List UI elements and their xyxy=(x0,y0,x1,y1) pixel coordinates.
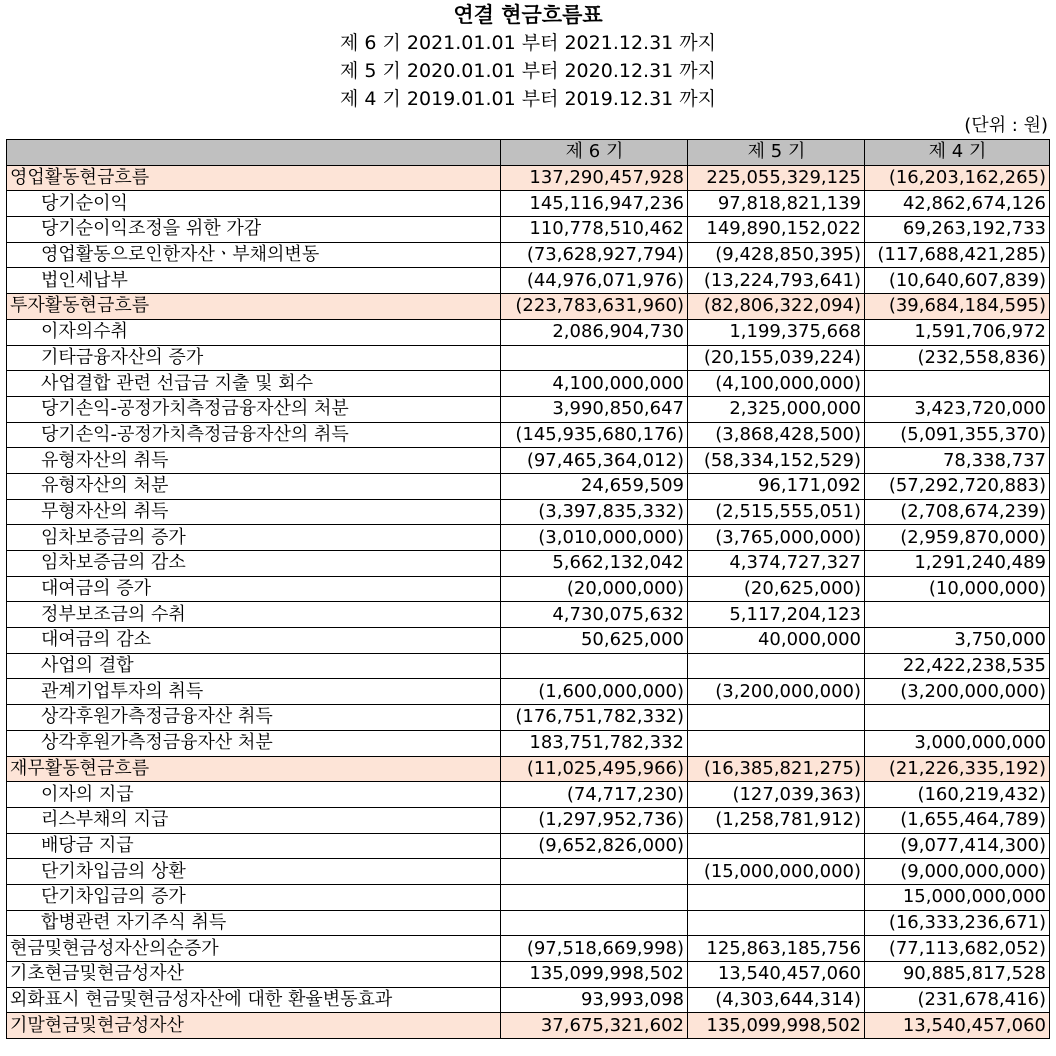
row-value-period-5: 5,117,204,123 xyxy=(688,602,865,628)
table-row xyxy=(7,833,1050,859)
row-value-period-5: (2,515,555,051) xyxy=(688,499,865,525)
row-label: 임차보증금의 감소 xyxy=(7,551,501,577)
row-value-period-5: (1,258,781,912) xyxy=(688,807,865,833)
row-value-period-4: (10,000,000) xyxy=(865,576,1050,602)
row-value-period-4: 78,338,737 xyxy=(865,448,1050,474)
row-value-period-5 xyxy=(688,653,865,679)
row-value-period-5: 2,325,000,000 xyxy=(688,396,865,422)
row-label: 영업활동현금흐름 xyxy=(7,165,501,191)
table-row xyxy=(7,396,1050,422)
row-label: 무형자산의 취득 xyxy=(7,499,501,525)
row-value-period-6: (73,628,927,794) xyxy=(501,242,688,268)
row-value-period-6: (145,935,680,176) xyxy=(501,422,688,448)
row-value-period-6: (20,000,000) xyxy=(501,576,688,602)
table-row xyxy=(7,191,1050,217)
row-value-period-6: 3,990,850,647 xyxy=(501,396,688,422)
row-value-period-4 xyxy=(865,371,1050,397)
table-row xyxy=(7,679,1050,705)
table-row xyxy=(7,525,1050,551)
row-value-period-6: 5,662,132,042 xyxy=(501,551,688,577)
row-value-period-4: 1,291,240,489 xyxy=(865,551,1050,577)
table-row xyxy=(7,242,1050,268)
row-value-period-6: 37,675,321,602 xyxy=(501,1013,688,1039)
table-row xyxy=(7,705,1050,731)
row-label: 대여금의 감소 xyxy=(7,628,501,654)
table-row-section xyxy=(7,294,1050,320)
row-value-period-4: (2,959,870,000) xyxy=(865,525,1050,551)
table-row-section xyxy=(7,756,1050,782)
row-label: 유형자산의 처분 xyxy=(7,473,501,499)
row-value-period-4: 15,000,000,000 xyxy=(865,884,1050,910)
row-label: 배당금 지급 xyxy=(7,833,501,859)
row-value-period-4: 3,000,000,000 xyxy=(865,730,1050,756)
row-value-period-5 xyxy=(688,910,865,936)
row-label: 사업결합 관련 선급금 지출 및 회수 xyxy=(7,371,501,397)
row-label: 임차보증금의 증가 xyxy=(7,525,501,551)
table-row xyxy=(7,319,1050,345)
row-value-period-4: 3,750,000 xyxy=(865,628,1050,654)
row-value-period-6: (74,717,230) xyxy=(501,782,688,808)
row-value-period-5: 96,171,092 xyxy=(688,473,865,499)
document-title: 연결 현금흐름표 xyxy=(453,3,603,27)
row-value-period-5: (20,625,000) xyxy=(688,576,865,602)
row-value-period-5 xyxy=(688,833,865,859)
row-value-period-6: 183,751,782,332 xyxy=(501,730,688,756)
row-value-period-4: (57,292,720,883) xyxy=(865,473,1050,499)
row-value-period-5: 97,818,821,139 xyxy=(688,191,865,217)
row-label: 상각후원가측정금융자산 처분 xyxy=(7,730,501,756)
row-value-period-4: (16,333,236,671) xyxy=(865,910,1050,936)
row-value-period-5: (15,000,000,000) xyxy=(688,859,865,885)
table-row xyxy=(7,551,1050,577)
row-value-period-6: 145,116,947,236 xyxy=(501,191,688,217)
row-value-period-6: (176,751,782,332) xyxy=(501,705,688,731)
row-value-period-4: 13,540,457,060 xyxy=(865,1013,1050,1039)
row-value-period-6: (44,976,071,976) xyxy=(501,268,688,294)
row-label: 법인세납부 xyxy=(7,268,501,294)
unit-label: (단위 : 원) xyxy=(964,115,1048,136)
row-value-period-6: 4,730,075,632 xyxy=(501,602,688,628)
table-row xyxy=(7,730,1050,756)
row-label: 기말현금및현금성자산 xyxy=(7,1013,501,1039)
table-row-section xyxy=(7,936,1050,962)
row-value-period-5: (4,100,000,000) xyxy=(688,371,865,397)
row-label: 당기손익-공정가치측정금융자산의 취득 xyxy=(7,422,501,448)
row-value-period-4: 3,423,720,000 xyxy=(865,396,1050,422)
row-value-period-4 xyxy=(865,602,1050,628)
table-row xyxy=(7,602,1050,628)
row-value-period-6: (9,652,826,000) xyxy=(501,833,688,859)
table-row xyxy=(7,499,1050,525)
row-value-period-4: 42,862,674,126 xyxy=(865,191,1050,217)
row-label: 단기차입금의 상환 xyxy=(7,859,501,885)
row-value-period-5: (16,385,821,275) xyxy=(688,756,865,782)
row-value-period-6: (97,465,364,012) xyxy=(501,448,688,474)
row-value-period-5: 135,099,998,502 xyxy=(688,1013,865,1039)
row-value-period-6: (3,397,835,332) xyxy=(501,499,688,525)
row-value-period-6: 135,099,998,502 xyxy=(501,962,688,988)
period-line-5: 제 5 기 2020.01.01 부터 2020.12.31 까지 xyxy=(339,60,717,82)
row-value-period-5: (127,039,363) xyxy=(688,782,865,808)
row-value-period-4: (2,708,674,239) xyxy=(865,499,1050,525)
row-value-period-5: (3,765,000,000) xyxy=(688,525,865,551)
table-row xyxy=(7,653,1050,679)
table-row xyxy=(7,473,1050,499)
row-value-period-4: 69,263,192,733 xyxy=(865,217,1050,243)
row-label: 현금및현금성자산의순증가 xyxy=(7,936,501,962)
row-value-period-6: 50,625,000 xyxy=(501,628,688,654)
table-row-section xyxy=(7,962,1050,988)
table-row xyxy=(7,782,1050,808)
row-label: 상각후원가측정금융자산 취득 xyxy=(7,705,501,731)
table-body xyxy=(7,165,1050,1038)
row-value-period-4: (1,655,464,789) xyxy=(865,807,1050,833)
row-value-period-5: 149,890,152,022 xyxy=(688,217,865,243)
table-row xyxy=(7,371,1050,397)
row-value-period-5 xyxy=(688,705,865,731)
row-value-period-4: (231,678,416) xyxy=(865,987,1050,1013)
table-row-section xyxy=(7,165,1050,191)
row-label: 리스부채의 지급 xyxy=(7,807,501,833)
row-label: 정부보조금의 수취 xyxy=(7,602,501,628)
row-value-period-4: 22,422,238,535 xyxy=(865,653,1050,679)
row-value-period-5: 225,055,329,125 xyxy=(688,165,865,191)
row-value-period-4: (160,219,432) xyxy=(865,782,1050,808)
row-label: 영업활동으로인한자산ㆍ부채의변동 xyxy=(7,242,501,268)
column-header-period-4: 제 4 기 xyxy=(865,140,1050,166)
row-label: 단기차입금의 증가 xyxy=(7,884,501,910)
row-value-period-6: 110,778,510,462 xyxy=(501,217,688,243)
row-value-period-4: (16,203,162,265) xyxy=(865,165,1050,191)
table-row xyxy=(7,576,1050,602)
row-value-period-5: 125,863,185,756 xyxy=(688,936,865,962)
row-value-period-4: (77,113,682,052) xyxy=(865,936,1050,962)
row-label: 관계기업투자의 취득 xyxy=(7,679,501,705)
column-header-period-5: 제 5 기 xyxy=(688,140,865,166)
cash-flow-table xyxy=(6,139,1050,1039)
row-value-period-4: 90,885,817,528 xyxy=(865,962,1050,988)
row-value-period-4: (117,688,421,285) xyxy=(865,242,1050,268)
row-value-period-4: 1,591,706,972 xyxy=(865,319,1050,345)
row-value-period-6: (1,600,000,000) xyxy=(501,679,688,705)
table-row xyxy=(7,628,1050,654)
row-value-period-4 xyxy=(865,705,1050,731)
row-value-period-6 xyxy=(501,345,688,371)
period-line-6: 제 6 기 2021.01.01 부터 2021.12.31 까지 xyxy=(339,32,717,54)
row-value-period-5: 40,000,000 xyxy=(688,628,865,654)
row-value-period-4: (9,000,000,000) xyxy=(865,859,1050,885)
table-row xyxy=(7,422,1050,448)
row-value-period-6: (97,518,669,998) xyxy=(501,936,688,962)
row-label: 기타금융자산의 증가 xyxy=(7,345,501,371)
row-value-period-6: 24,659,509 xyxy=(501,473,688,499)
row-value-period-6 xyxy=(501,884,688,910)
row-label: 이자의수취 xyxy=(7,319,501,345)
row-label: 재무활동현금흐름 xyxy=(7,756,501,782)
row-value-period-5: (9,428,850,395) xyxy=(688,242,865,268)
row-value-period-5: (20,155,039,224) xyxy=(688,345,865,371)
row-value-period-5 xyxy=(688,884,865,910)
period-line-4: 제 4 기 2019.01.01 부터 2019.12.31 까지 xyxy=(339,88,717,110)
table-header-row xyxy=(7,140,1050,166)
row-value-period-6: 2,086,904,730 xyxy=(501,319,688,345)
row-label: 합병관련 자기주식 취득 xyxy=(7,910,501,936)
row-value-period-6: 137,290,457,928 xyxy=(501,165,688,191)
row-label: 당기손익-공정가치측정금융자산의 처분 xyxy=(7,396,501,422)
row-value-period-5: (4,303,644,314) xyxy=(688,987,865,1013)
row-value-period-6: (3,010,000,000) xyxy=(501,525,688,551)
row-value-period-6: 93,993,098 xyxy=(501,987,688,1013)
table-row xyxy=(7,268,1050,294)
table-row xyxy=(7,807,1050,833)
row-value-period-5: (13,224,793,641) xyxy=(688,268,865,294)
row-value-period-4: (3,200,000,000) xyxy=(865,679,1050,705)
row-value-period-6: (223,783,631,960) xyxy=(501,294,688,320)
table-row xyxy=(7,217,1050,243)
row-value-period-5: (82,806,322,094) xyxy=(688,294,865,320)
row-value-period-4: (232,558,836) xyxy=(865,345,1050,371)
row-value-period-5: 1,199,375,668 xyxy=(688,319,865,345)
row-label: 투자활동현금흐름 xyxy=(7,294,501,320)
row-value-period-6: (1,297,952,736) xyxy=(501,807,688,833)
row-label: 유형자산의 취득 xyxy=(7,448,501,474)
table-row xyxy=(7,859,1050,885)
row-value-period-4: (39,684,184,595) xyxy=(865,294,1050,320)
row-value-period-5: (3,868,428,500) xyxy=(688,422,865,448)
row-value-period-4: (5,091,355,370) xyxy=(865,422,1050,448)
table-row-section xyxy=(7,1013,1050,1039)
table-row xyxy=(7,884,1050,910)
row-value-period-6 xyxy=(501,859,688,885)
row-value-period-5 xyxy=(688,730,865,756)
table-row-section xyxy=(7,987,1050,1013)
row-value-period-4: (21,226,335,192) xyxy=(865,756,1050,782)
row-value-period-5: (58,334,152,529) xyxy=(688,448,865,474)
row-value-period-5: 13,540,457,060 xyxy=(688,962,865,988)
column-header-label xyxy=(7,140,501,166)
row-value-period-6 xyxy=(501,910,688,936)
row-label: 대여금의 증가 xyxy=(7,576,501,602)
row-label: 기초현금및현금성자산 xyxy=(7,962,501,988)
column-header-period-6: 제 6 기 xyxy=(501,140,688,166)
row-value-period-5: 4,374,727,327 xyxy=(688,551,865,577)
row-label: 당기순이익조정을 위한 가감 xyxy=(7,217,501,243)
row-value-period-6: 4,100,000,000 xyxy=(501,371,688,397)
row-value-period-6 xyxy=(501,653,688,679)
row-label: 사업의 결합 xyxy=(7,653,501,679)
row-label: 당기순이익 xyxy=(7,191,501,217)
row-label: 이자의 지급 xyxy=(7,782,501,808)
table-row xyxy=(7,345,1050,371)
row-value-period-4: (10,640,607,839) xyxy=(865,268,1050,294)
row-label: 외화표시 현금및현금성자산에 대한 환율변동효과 xyxy=(7,987,501,1013)
row-value-period-4: (9,077,414,300) xyxy=(865,833,1050,859)
row-value-period-5: (3,200,000,000) xyxy=(688,679,865,705)
table-row xyxy=(7,448,1050,474)
table-row xyxy=(7,910,1050,936)
row-value-period-6: (11,025,495,966) xyxy=(501,756,688,782)
